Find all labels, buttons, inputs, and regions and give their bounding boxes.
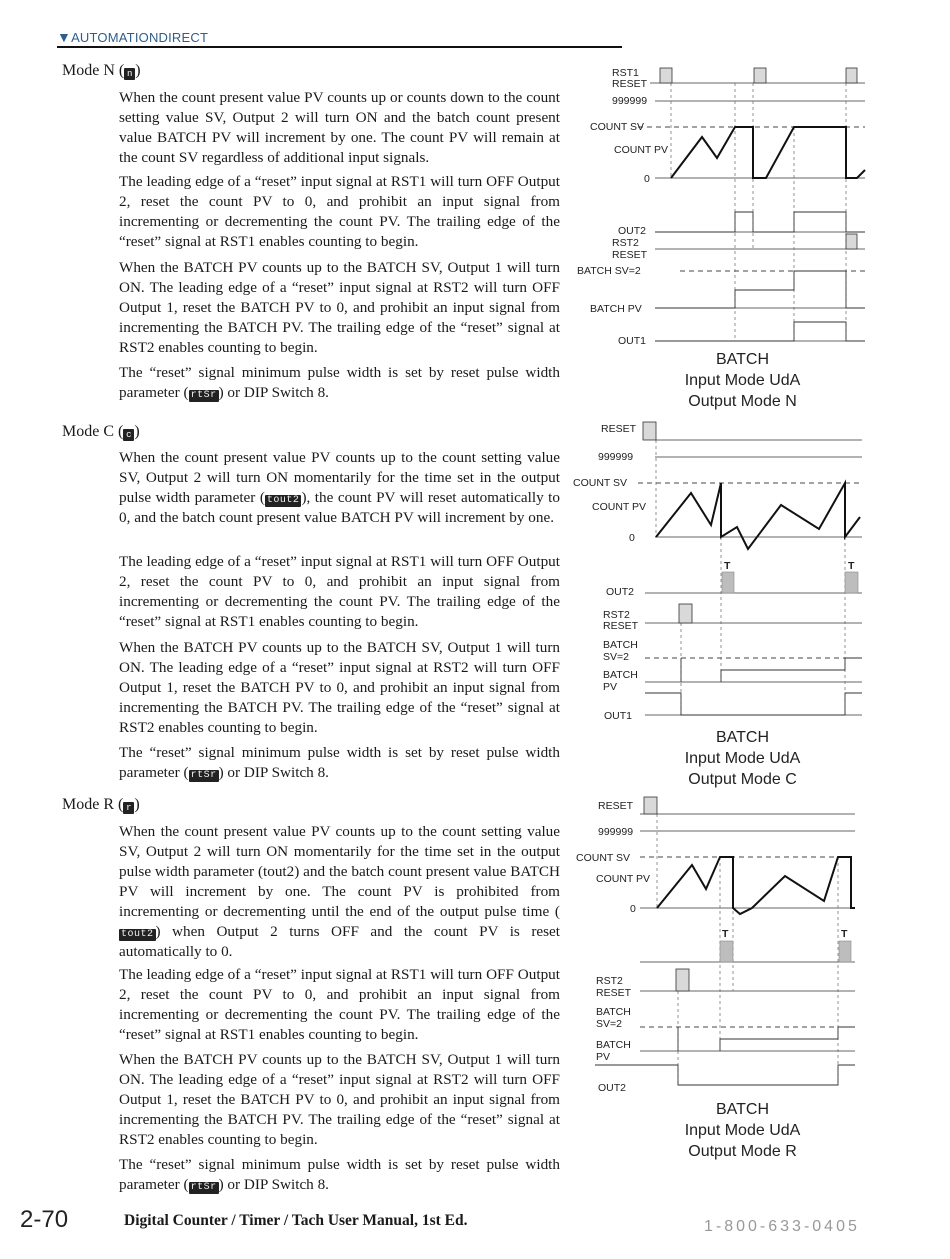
svg-text:PV: PV — [596, 1051, 611, 1063]
timing-diagram-mode-n — [570, 60, 870, 350]
mode-c-glyph: c — [123, 429, 134, 441]
svg-text:T: T — [848, 560, 855, 572]
page-number: 2-70 — [20, 1206, 69, 1233]
svg-text:RST2: RST2 — [603, 609, 630, 621]
svg-text:999999: 999999 — [598, 451, 634, 463]
timing-diagram-mode-c — [570, 418, 870, 723]
svg-text:PV: PV — [603, 681, 618, 693]
svg-text:COUNT PV: COUNT PV — [592, 501, 647, 513]
svg-text:999999: 999999 — [612, 95, 648, 107]
tout2-display-icon: tout2 — [266, 495, 300, 506]
rtsr-display-icon: rtSr — [190, 770, 217, 781]
diagram-c-caption: BATCH Input Mode UdA Output Mode C — [684, 729, 801, 788]
svg-text:COUNT PV: COUNT PV — [596, 873, 651, 885]
header-rule — [57, 46, 622, 48]
mode-r-glyph: r — [123, 802, 134, 814]
mode-n-paragraph-3: When the BATCH PV counts up to the BATCH SV, Output 1 will turn ON. The leading edge of a “reset” input signal at RST2 will turn OFF Output 1, reset the BATCH PV to 0, and prohibit an input signal from incrementing the BATCH PV. The trailing edge of the “reset” signal at RST2 enables counting to begin. — [119, 259, 560, 356]
svg-text:RST2: RST2 — [596, 975, 623, 987]
svg-text:BATCH PV: BATCH PV — [590, 303, 642, 315]
svg-text:COUNT SV: COUNT SV — [573, 477, 628, 489]
svg-text:RST2: RST2 — [612, 237, 639, 249]
svg-text:RESET: RESET — [612, 249, 648, 261]
rtsr-display-icon: rtSr — [190, 1182, 217, 1193]
svg-text:OUT2: OUT2 — [598, 1082, 627, 1094]
svg-text:0: 0 — [629, 532, 635, 544]
mode-r-paragraph-3: When the BATCH PV counts up to the BATCH SV, Output 1 will turn ON. The leading edge of a “reset” input signal at RST2 will turn OFF Output 1, reset the BATCH PV to 0, and prohibit an input signal from incrementing the BATCH PV. The trailing edge of the “reset” signal at RST2 enables counting to begin. — [119, 1051, 560, 1148]
mode-c-paragraph-1: When the count present value PV counts up to the count setting value SV, Output 2 will turn ON momentarily for the time set in the output pulse width parameter ( tout2 ), the count PV will reset automatically to 0, and the batch count present value BATCH PV will increment by one. — [119, 449, 560, 526]
svg-text:RESET: RESET — [596, 987, 632, 999]
svg-text:OUT1: OUT1 — [604, 710, 633, 722]
rtsr-display-icon: rtSr — [190, 390, 217, 401]
mode-n-paragraph-2: The leading edge of a “reset” input signal at RST1 will turn OFF Output 2, reset the count PV to 0, and prohibit an input signal from incrementing or decrementing the count PV. The trailing edge of the “reset” signal at RST1 enables counting to begin. — [119, 173, 560, 250]
svg-text:OUT2: OUT2 — [618, 225, 647, 237]
mode-c-paragraph-4: The “reset” signal minimum pulse width is set by reset pulse width parameter ( rtSr ) or DIP Switch 8. — [119, 744, 560, 781]
mode-r-heading: Mode R ( r ) — [62, 796, 140, 813]
svg-text:RESET: RESET — [598, 800, 634, 812]
diagram-n-caption: BATCH Input Mode UdA Output Mode N — [684, 351, 801, 410]
svg-text:OUT1: OUT1 — [618, 335, 647, 347]
svg-text:BATCH SV=2: BATCH SV=2 — [577, 265, 641, 277]
svg-text:COUNT PV: COUNT PV — [614, 144, 669, 156]
mode-c-heading: Mode C ( c ) — [62, 423, 140, 440]
mode-r-paragraph-1: When the count present value PV counts up to the count setting value SV, Output 2 will turn ON momentarily for the time set in the output pulse width parameter (tout2) and the batch count present value BATCH PV will increment by one. The count PV is prohibited from incrementing or decrementing until the end of the output pulse time (tout2 ) when Output 2 turns OFF and the count PV is reset automatically to 0. — [119, 823, 560, 960]
svg-text:BATCH: BATCH — [596, 1006, 631, 1018]
svg-text:RESET: RESET — [612, 78, 648, 90]
svg-text:0: 0 — [644, 173, 650, 185]
mode-r-paragraph-4: The “reset” signal minimum pulse width is set by reset pulse width parameter ( rtSr ) or DIP Switch 8. — [119, 1156, 560, 1193]
timing-diagram-mode-r — [570, 795, 870, 1095]
svg-text:RESET: RESET — [603, 620, 639, 632]
svg-text:BATCH: BATCH — [596, 1039, 631, 1051]
tout2-display-icon: tout2 — [121, 929, 154, 940]
svg-text:SV=2: SV=2 — [596, 1018, 622, 1030]
mode-n-glyph: n — [124, 68, 135, 80]
mode-c-paragraph-2: The leading edge of a “reset” input signal at RST1 will turn OFF Output 2, reset the count PV to 0, and prohibit an input signal from incrementing or decrementing the count PV. The trailing edge of the “reset” signal at RST1 enables counting to begin. — [119, 553, 560, 630]
mode-n-paragraph-4: The “reset” signal minimum pulse width is set by reset pulse width parameter ( rtSr ) or DIP Switch 8. — [119, 364, 560, 401]
svg-text:T: T — [841, 928, 848, 940]
svg-text:0: 0 — [630, 903, 636, 915]
brand-logo: ▼AUTOMATIONDIRECT — [57, 29, 209, 45]
svg-text:T: T — [722, 928, 729, 940]
svg-text:RESET: RESET — [601, 423, 637, 435]
svg-text:OUT2: OUT2 — [606, 586, 635, 598]
svg-text:COUNT SV: COUNT SV — [576, 852, 631, 864]
svg-text:SV=2: SV=2 — [603, 651, 629, 663]
svg-text:COUNT SV: COUNT SV — [590, 121, 645, 133]
mode-r-paragraph-2: The leading edge of a “reset” input signal at RST1 will turn OFF Output 2, reset the count PV to 0, and prohibit an input signal from incrementing or decrementing the count PV. The trailing edge of the “reset” signal at RST1 enables counting to begin. — [119, 966, 560, 1043]
mode-n-paragraph-1: When the count present value PV counts up or counts down to the count setting value SV, Output 2 will turn ON and the batch count present value BATCH PV will increment by one. The count PV will remain at the count SV regardless of additional input signals. — [119, 89, 560, 166]
svg-text:T: T — [724, 560, 731, 572]
svg-text:BATCH: BATCH — [603, 669, 638, 681]
svg-text:RST1: RST1 — [612, 67, 639, 79]
mode-c-paragraph-3: When the BATCH PV counts up to the BATCH SV, Output 1 will turn ON. The leading edge of a “reset” input signal at RST2 will turn OFF Output 1, reset the BATCH PV to 0, and prohibit an input signal from incrementing the BATCH PV. The trailing edge of the “reset” signal at RST2 enables counting to begin. — [119, 639, 560, 736]
manual-title: Digital Counter / Timer / Tach User Manual, 1st Ed. — [124, 1212, 468, 1229]
svg-text:BATCH: BATCH — [603, 639, 638, 651]
phone-number: 1-800-633-0405 — [704, 1218, 860, 1235]
diagram-r-caption: BATCH Input Mode UdA Output Mode R — [684, 1101, 801, 1160]
svg-text:999999: 999999 — [598, 826, 634, 838]
mode-n-heading: Mode N ( n ) — [62, 62, 141, 79]
